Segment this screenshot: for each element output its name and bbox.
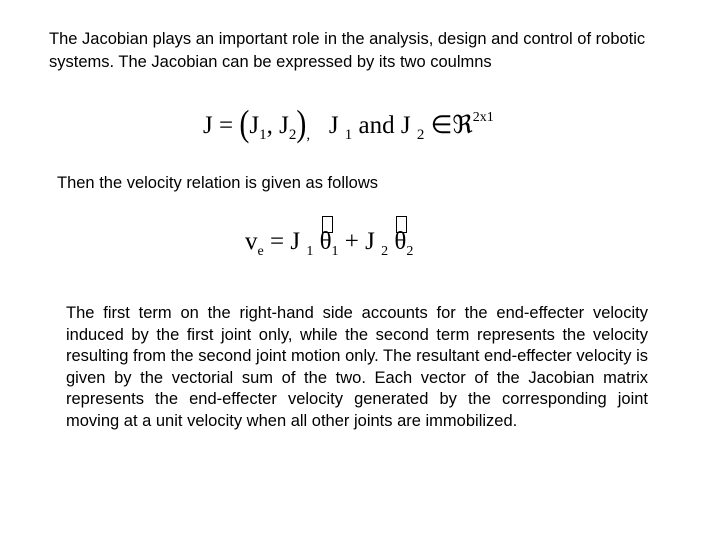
eq2-theta2-dotted xyxy=(394,222,406,262)
eq2-theta2: θ xyxy=(394,228,407,255)
eq1-open-paren: ( xyxy=(239,102,250,144)
eq2-theta1: θ xyxy=(319,228,332,255)
eq1-j2b-sub: 2 xyxy=(416,127,425,143)
eq1-comma1: , xyxy=(266,112,273,139)
eq1-j2b: J xyxy=(400,112,411,139)
eq1-j2: J xyxy=(279,112,289,139)
eq2-theta1-dotted xyxy=(320,222,332,262)
jacobian-columns-equation xyxy=(203,98,494,144)
theta2-dot-placeholder-icon xyxy=(396,216,407,233)
eq1-j1: J xyxy=(249,112,260,139)
theta1-dot-placeholder-icon xyxy=(322,216,333,233)
eq1-and: and xyxy=(358,112,395,139)
velocity-intro-text: Then the velocity relation is given as follows xyxy=(57,174,378,192)
eq1-j1b: J xyxy=(328,112,339,139)
eq2-j1: J xyxy=(290,228,301,255)
eq2-equals: = xyxy=(269,228,285,255)
eq2-plus: + xyxy=(344,228,359,255)
eq1-comma2: , xyxy=(306,127,311,143)
eq2-theta2-sub: 2 xyxy=(406,244,414,259)
eq1-j1-sub: 1 xyxy=(259,127,267,143)
eq2-lhs-sub: e xyxy=(257,244,264,259)
intro-paragraph: The Jacobian plays an important role in the analysis, design and control of robotic systems. The Jacobian can be expressed by its two coulmns xyxy=(49,30,646,71)
eq1-j1b-sub: 1 xyxy=(344,127,353,143)
eq1-equals: = xyxy=(218,112,234,139)
eq2-j2-sub: 2 xyxy=(381,244,389,259)
eq2-j2: J xyxy=(365,228,375,255)
explanation-paragraph: The first term on the right-hand side accounts for the end-effecter velocity induced by the first joint only, while the second term represents the velocity resulting from the second joint motion only. The resultant end-effecter velocity is given by the vectorial sum of the two. Each vector of the Jacobian matrix represents the end-effecter velocity generated by the corresponding joint moving at a unit velocity when all other joints are immobilized. xyxy=(66,304,648,430)
eq1-real-symbol: ℜ xyxy=(452,112,473,139)
eq1-j2-sub: 2 xyxy=(288,127,297,143)
eq1-close-paren: ) xyxy=(296,102,307,144)
eq1-element-of: ∈ xyxy=(430,112,453,139)
eq2-lhs: v xyxy=(245,228,258,255)
eq2-j1-sub: 1 xyxy=(306,244,314,259)
eq1-dimension: 2x1 xyxy=(472,110,494,125)
eq2-theta1-sub: 1 xyxy=(331,244,339,259)
velocity-equation xyxy=(245,222,413,262)
eq1-lhs: J xyxy=(203,112,213,139)
